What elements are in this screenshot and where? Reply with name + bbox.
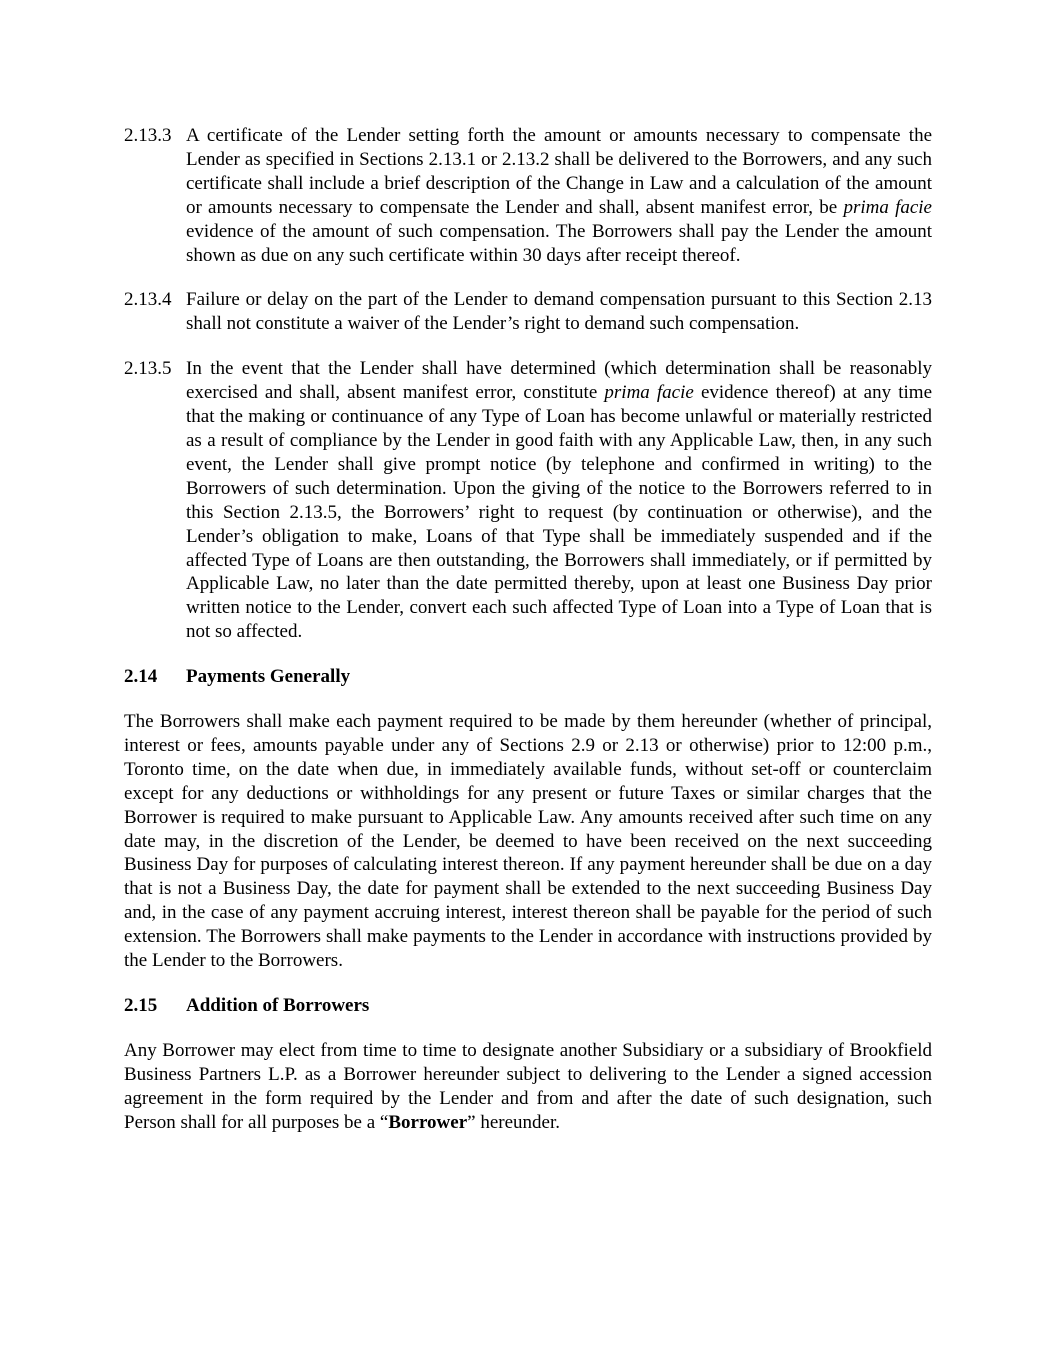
- clause-number: 2.13.5: [124, 358, 172, 380]
- clause-2-13-3: [124, 124, 932, 267]
- section-2-15-paragraph: [124, 1039, 932, 1135]
- section-number: 2.14: [124, 666, 158, 688]
- paragraph-text-part: Any Borrower may elect from time to time to designate another Subsidiary or a subsidiary of Brookfield Business Partners L.P. as a Borrower hereunder subject to delivering to the Lender a signed accession agreement in the form required by the Lender and from and after the date of such designation, such Person shall for all purposes be a “: [124, 1039, 932, 1133]
- defined-term: Borrower: [388, 1111, 468, 1133]
- section-heading-2-15: [124, 994, 932, 1018]
- section-2-14-paragraph: The Borrowers shall make each payment required to be made by them hereunder (whether of principal, interest or fees, amounts payable under any of Sections 2.9 or 2.13 or otherwise) prior to 12:00 p.m., Toronto time, on the date when due, in immediately available funds, without set-off or counterclaim except for any deductions or withholdings for any present or future Taxes or similar charges that the Borrower is required to make pursuant to Applicable Law. Any amounts received after such time on any date may, in the discretion of the Lender, be deemed to have been received on the next succeeding Business Day for purposes of calculating interest thereon. If any payment hereunder shall be due on a day that is not a Business Day, the date for payment shall be extended to the next succeeding Business Day and, in the case of any payment accruing interest, interest thereon shall be payable for the period of such extension. The Borrowers shall make payments to the Lender in accordance with instructions provided by the Lender to the Borrowers.: [124, 711, 932, 972]
- clause-text-part: evidence of the amount of such compensation. The Borrowers shall pay the Lender the amount shown as due on any such certificate within 30 days after receipt thereof.: [186, 220, 932, 266]
- clause-2-13-5: [124, 357, 932, 644]
- clause-text-part: A certificate of the Lender setting forth the amount or amounts necessary to compensate the Lender as specified in Sections 2.13.1 or 2.13.2 shall be delivered to the Borrowers, and any such certificate shall include a brief description of the Change in Law and a calculation of the amount or amounts necessary to compensate the Lender and shall, absent manifest error, be: [186, 125, 932, 218]
- clause-text-part: In the event that the Lender shall have determined (which determination shall be reasonably exercised and shall, absent manifest error, constitute: [186, 358, 932, 404]
- section-heading-2-14: [124, 665, 932, 689]
- italic-term: prima facie: [843, 196, 932, 218]
- clause-number: 2.13.3: [124, 125, 172, 146]
- section-number: 2.15: [124, 995, 158, 1016]
- clause-number: 2.13.4: [124, 289, 172, 311]
- clause-text: Failure or delay on the part of the Lender to demand compensation pursuant to this Section 2.13 shall not constitute a waiver of the Lender’s right to demand such compensation.: [186, 289, 932, 335]
- document-page: [124, 124, 932, 1156]
- paragraph-text-part: ” hereunder.: [467, 1111, 560, 1133]
- clause-text-part: evidence thereof) at any time that the making or continuance of any Type of Loan has become unlawful or materially restricted as a result of compliance by the Lender in good faith with any Applicable Law, then, in any such event, the Lender shall give prompt notice (by telephone and confirmed in writing) to the Borrowers of such determination. Upon the giving of the notice to the Borrowers referred to in this Section 2.13.5, the Borrowers’ right to request (by continuation or otherwise), and the Lender’s obligation to make, Loans of that Type shall be immediately suspended and if the affected Type of Loans are then outstanding, the Borrowers shall immediately, or if permitted by Applicable Law, no later than the date permitted thereby, upon at least one Business Day prior written notice to the Lender, convert each such affected Type of Loan into a Type of Loan that is not so affected.: [186, 382, 932, 643]
- clause-text: [186, 124, 932, 267]
- clause-2-13-4: [124, 288, 932, 336]
- section-title: Payments Generally: [186, 666, 351, 688]
- italic-term: prima facie: [604, 382, 694, 404]
- clause-text: [186, 357, 932, 644]
- section-title: Addition of Borrowers: [186, 995, 370, 1016]
